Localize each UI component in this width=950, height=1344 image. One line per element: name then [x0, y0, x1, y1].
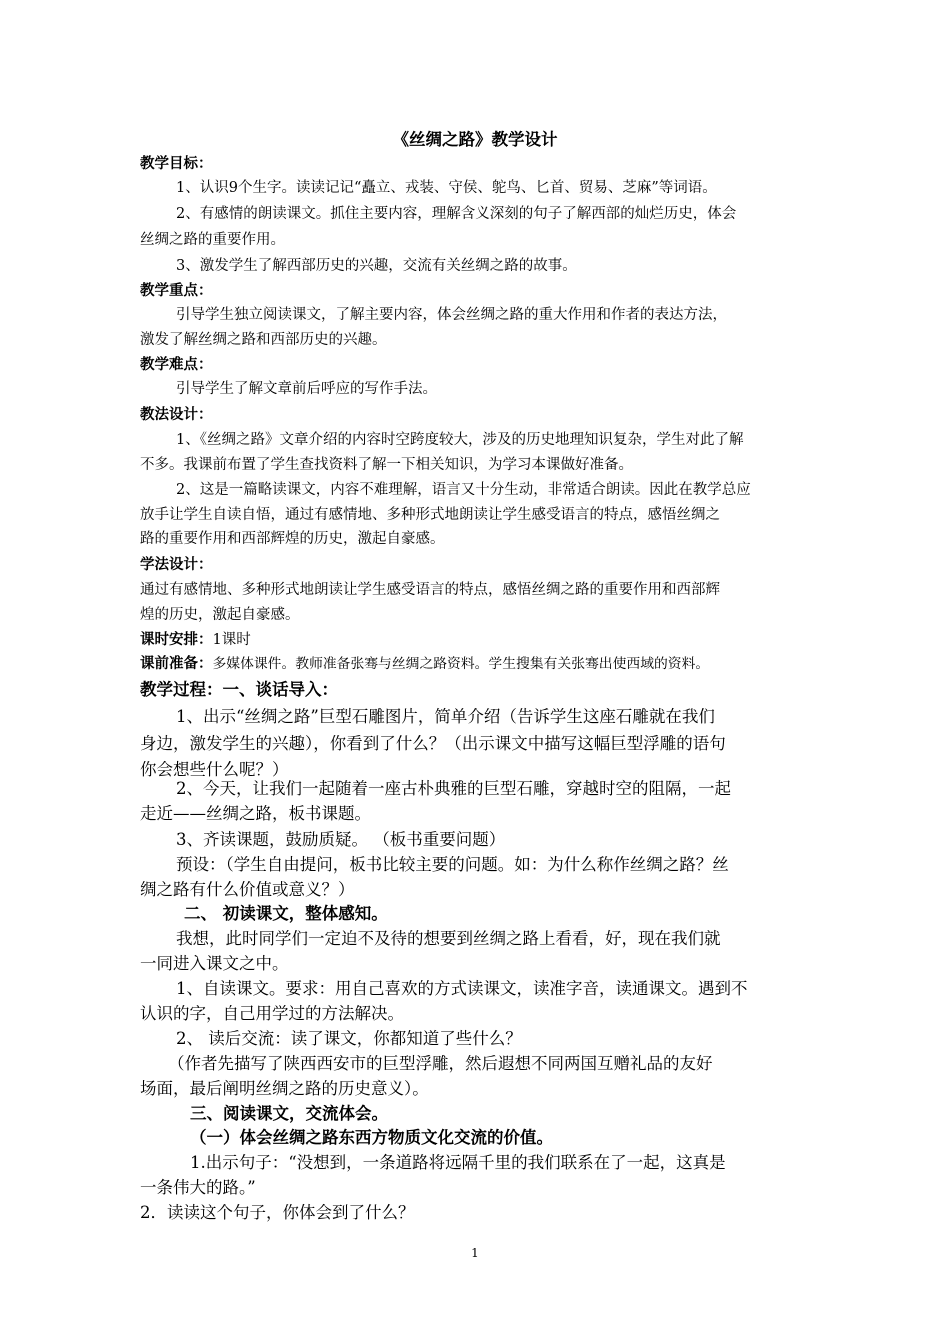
key-points-line-2: 激发了解丝绸之路和西部历史的兴趣。 — [140, 332, 387, 348]
preparation-value: 多媒体课件。教师准备张骞与丝绸之路资料。学生搜集有关张骞出使西域的资料。 — [212, 656, 710, 672]
preparation-label: 课前准备： — [140, 656, 213, 672]
process-b1-line-2: 认识的字，自己用学过的方法解决。 — [140, 1004, 404, 1023]
preparation-row — [140, 652, 709, 673]
key-points-line-1: 引导学生独立阅读课文，了解主要内容，体会丝绸之路的重大作用和作者的表达方法， — [176, 307, 727, 323]
process-section-3-heading: 三、阅读课文，交流体会。 — [190, 1104, 388, 1123]
process-b2: 2、 读后交流：读了课文，你都知道了些什么？ — [176, 1029, 522, 1048]
teaching-method-p2-line-3: 路的重要作用和西部辉煌的历史，激起自豪感。 — [140, 531, 445, 547]
teaching-method-p1-line-2: 不多。我课前布置了学生查找资料了解一下相关知识，为学习本课做好准备。 — [140, 457, 633, 473]
teaching-method-p1-line-1: 1、《丝绸之路》文章介绍的内容时空跨度较大，涉及的历史地理知识复杂，学生对此了解 — [176, 432, 744, 448]
teaching-method-heading: 教法设计： — [140, 407, 213, 423]
difficulties-line-1: 引导学生了解文章前后呼应的写作手法。 — [176, 381, 437, 397]
process-section-3-subheading: （一）体会丝绸之路东西方物质文化交流的价值。 — [190, 1128, 553, 1147]
process-heading: 教学过程：一、谈话导入： — [140, 680, 338, 699]
objective-item-2-line-1: 2、有感情的朗读课文。抓住主要内容，理解含义深刻的句子了解西部的灿烂历史，体会 — [176, 206, 737, 222]
process-b3-line-1: （作者先描写了陕西西安市的巨型浮雕，然后遐想不同两国互赠礼品的友好 — [168, 1054, 713, 1073]
process-a2-line-1: 2、今天，让我们一起随着一座古朴典雅的巨型石雕，穿越时空的阻隔，一起 — [176, 779, 731, 798]
key-points-heading: 教学重点： — [140, 283, 213, 299]
page-title: 《丝绸之路》教学设计 — [392, 130, 558, 149]
process-c2: 2．读读这个句子，你体会到了什么？ — [140, 1203, 415, 1222]
process-b1-line-1: 1、自读课文。要求：用自己喜欢的方式读课文，读准字音，读通课文。遇到不 — [176, 979, 748, 998]
process-c1-line-2: 一条伟大的路。” — [140, 1178, 256, 1197]
objective-item-3: 3、激发学生了解西部历史的兴趣，交流有关丝绸之路的故事。 — [176, 258, 577, 274]
schedule-label: 课时安排： — [140, 632, 213, 648]
process-c1-line-1: 1.出示句子：“没想到，一条道路将远隔千里的我们联系在了一起，这真是 — [190, 1153, 726, 1172]
page-number: 1 — [471, 1246, 479, 1260]
schedule-row — [140, 628, 251, 649]
process-a1-line-1: 1、出示“丝绸之路”巨型石雕图片，简单介绍（告诉学生这座石雕就在我们 — [176, 707, 715, 726]
teaching-method-p2-line-1: 2、这是一篇略读课文，内容不难理解，语言又十分生动，非常适合朗读。因此在教学总应 — [176, 482, 751, 498]
process-b0-line-2: 一同进入课文之中。 — [140, 954, 289, 973]
schedule-value: 1课时 — [212, 632, 251, 648]
process-a1-line-3: 你会想些什么呢？） — [140, 760, 289, 779]
objective-item-2-line-2: 丝绸之路的重要作用。 — [140, 232, 285, 248]
process-b0-line-1: 我想，此时同学们一定迫不及待的想要到丝绸之路上看看，好，现在我们就 — [176, 929, 721, 948]
learning-method-line-2: 煌的历史，激起自豪感。 — [140, 607, 300, 623]
process-b3-line-2: 场面，最后阐明丝绸之路的历史意义）。 — [140, 1079, 429, 1098]
learning-method-line-1: 通过有感情地、多种形式地朗读让学生感受语言的特点，感悟丝绸之路的重要作用和西部辉 — [140, 582, 720, 598]
process-a2-line-2: 走近——丝绸之路，板书课题。 — [140, 804, 371, 823]
process-a3: 3、齐读课题，鼓励质疑。 （板书重要问题） — [176, 830, 506, 849]
process-a1-line-2: 身边，激发学生的兴趣），你看到了什么？（出示课文中描写这幅巨型浮雕的语句 — [140, 734, 726, 753]
learning-method-heading: 学法设计： — [140, 557, 213, 573]
teaching-method-p2-line-2: 放手让学生自读自悟，通过有感情地、多种形式地朗读让学生感受语言的特点，感悟丝绸之 — [140, 507, 720, 523]
process-section-2-heading: 二、 初读课文，整体感知。 — [184, 904, 388, 923]
process-a4-line-1: 预设：（学生自由提问，板书比较主要的问题。如：为什么称作丝绸之路？丝 — [176, 855, 729, 874]
objective-item-1: 1、认识9个生字。读读记记“矗立、戎装、守侯、鸵鸟、匕首、贸易、芝麻”等词语。 — [176, 180, 717, 196]
objectives-heading: 教学目标： — [140, 156, 213, 172]
difficulties-heading: 教学难点： — [140, 357, 213, 373]
process-a4-line-2: 绸之路有什么价值或意义？） — [140, 880, 355, 899]
